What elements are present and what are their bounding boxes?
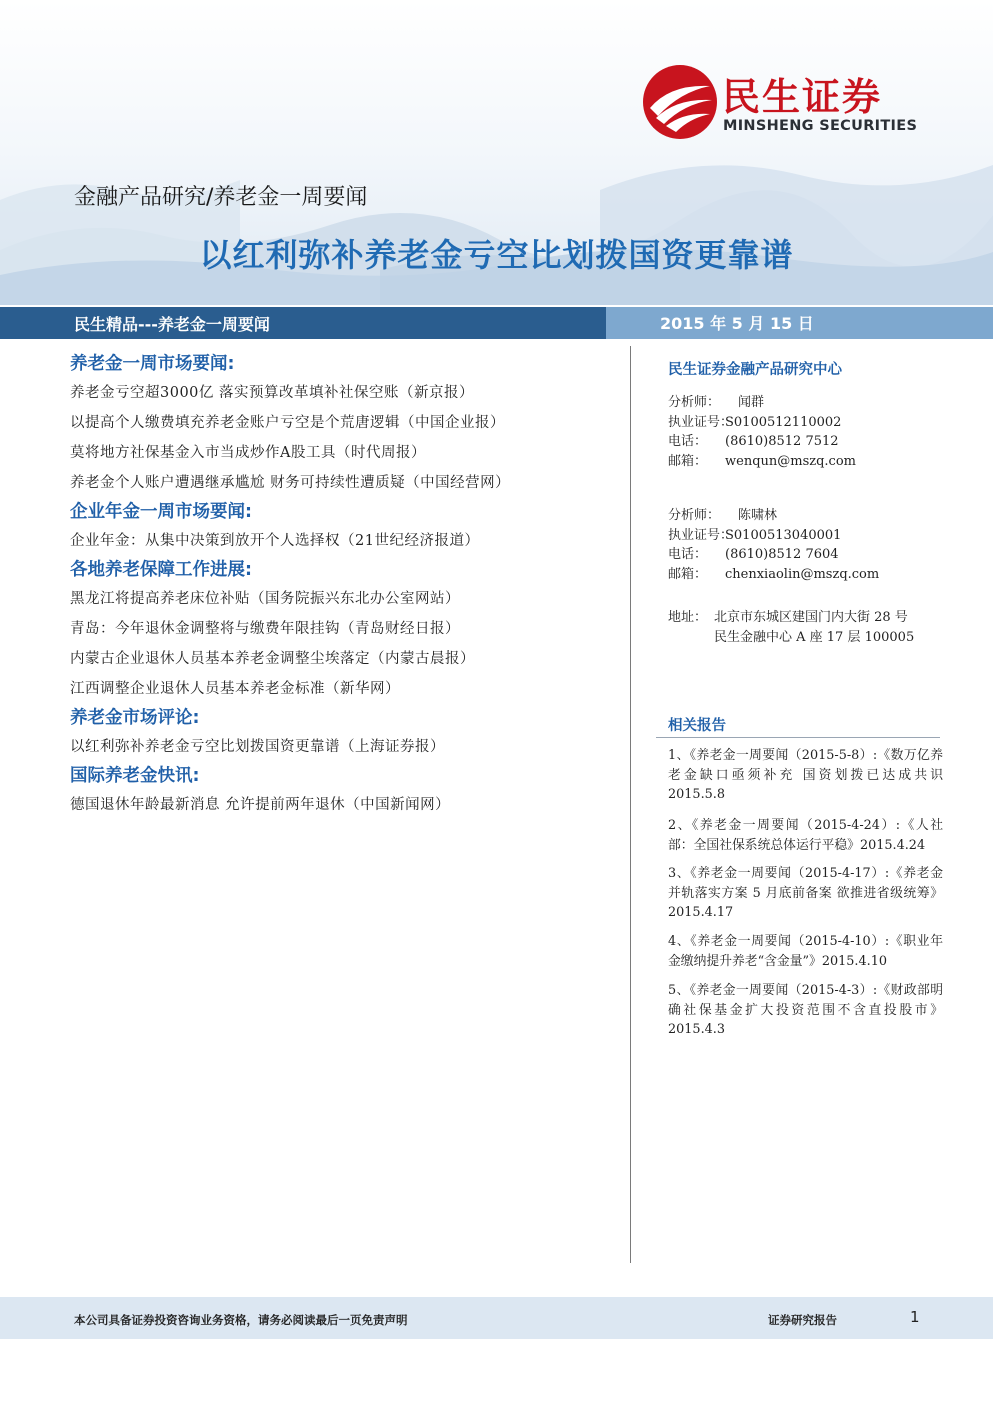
section-heading: 企业年金一周市场要闻: — [70, 502, 252, 522]
column-divider — [630, 346, 631, 1263]
related-reports-rule — [656, 737, 940, 738]
news-section — [70, 350, 610, 498]
news-item: 养老金个人账户遭遇继承尴尬 财务可持续性遭质疑（中国经营网） — [70, 475, 511, 491]
news-section — [70, 556, 610, 704]
page-number: 1 — [910, 1308, 920, 1326]
phone-label: 电话： — [668, 547, 708, 562]
section-heading: 养老金一周市场要闻: — [70, 354, 235, 374]
news-item: 青岛：今年退休金调整将与缴费年限挂钩（青岛财经日报） — [70, 621, 460, 637]
news-section — [70, 498, 610, 556]
footer-disclaimer: 本公司具备证券投资咨询业务资格，请务必阅读最后一页免责声明 — [74, 1313, 408, 1327]
news-item: 以红利弥补养老金亏空比划拨国资更靠谱（上海证券报） — [70, 739, 445, 755]
analyst-phone: (8610)8512 7604 — [725, 547, 839, 562]
analyst-card — [668, 393, 948, 471]
news-item: 企业年金：从集中决策到放开个人选择权（21世纪经济报道） — [70, 533, 480, 549]
related-report-item: 2、《养老金一周要闻（2015-4-24）:《人社部：全国社保系统总体运行平稳》2015.4.24 — [668, 818, 943, 853]
report-date: 2015 年 5 月 15 日 — [660, 314, 814, 333]
address-line2: 民生金融中心 A 座 17 层 100005 — [714, 629, 915, 645]
logo-emblem-icon — [640, 62, 720, 142]
cert-label: 执业证号： — [668, 414, 734, 430]
related-report-item: 1、《养老金一周要闻（2015-5-8）:《数万亿养老金缺口亟须补充 国资划拨已达成共识 2015.5.8 — [668, 748, 943, 802]
section-heading: 养老金市场评论: — [70, 708, 200, 728]
analyst-label: 分析师： — [668, 508, 721, 523]
news-section — [70, 762, 610, 820]
banner-label: 民生精品---养老金一周要闻 — [74, 315, 270, 334]
news-item: 莫将地方社保基金入市当成炒作A股工具（时代周报） — [70, 445, 426, 461]
report-category: 金融产品研究/养老金一周要闻 — [74, 185, 368, 210]
analyst-card — [668, 506, 948, 584]
analyst-label: 分析师： — [668, 395, 721, 410]
analyst-name: 闻群 — [738, 395, 765, 410]
analyst-email: wenqun@mszq.com — [725, 453, 856, 469]
address-block — [668, 608, 948, 647]
news-item: 以提高个人缴费填充养老金账户亏空是个荒唐逻辑（中国企业报） — [70, 415, 505, 431]
related-report-item: 4、《养老金一周要闻（2015-4-10）:《职业年金缴纳提升养老“含金量”》2015.4.10 — [668, 934, 943, 969]
analyst-cert: S0100513040001 — [725, 527, 842, 543]
section-heading: 各地养老保障工作进展: — [70, 560, 252, 580]
logo-text-cn: 民生证券 — [722, 75, 883, 119]
news-item: 江西调整企业退休人员基本养老金标准（新华网） — [70, 681, 400, 697]
news-item: 德国退休年龄最新消息 允许提前两年退休（中国新闻网） — [70, 797, 451, 813]
logo-text-en: MINSHENG SECURITIES — [723, 118, 918, 134]
news-item: 养老金亏空超3000亿 落实预算改革填补社保空账（新京报） — [70, 385, 475, 401]
research-center-name: 民生证券金融产品研究中心 — [668, 362, 842, 378]
email-label: 邮箱： — [668, 453, 708, 469]
phone-label: 电话： — [668, 434, 708, 449]
news-section — [70, 704, 610, 762]
analyst-cert: S0100512110002 — [725, 414, 842, 430]
footer-report-type: 证券研究报告 — [768, 1313, 837, 1327]
news-item: 黑龙江将提高养老床位补贴（国务院振兴东北办公室网站） — [70, 591, 460, 607]
related-report-item: 3、《养老金一周要闻（2015-4-17）:《养老金并轨落实方案 5 月底前备案 欲推进省级统筹》2015.4.17 — [668, 866, 943, 920]
report-title: 以红利弥补养老金亏空比划拨国资更靠谱 — [199, 236, 794, 274]
section-heading: 国际养老金快讯: — [70, 766, 200, 786]
address-label: 地址： — [668, 610, 708, 625]
address-line1: 北京市东城区建国门内大街 28 号 — [714, 610, 908, 625]
related-report-item: 5、《养老金一周要闻（2015-4-3）:《财政部明确社保基金扩大投资范围不含直投股市》2015.4.3 — [668, 983, 943, 1037]
analyst-panel — [668, 358, 948, 647]
news-item: 内蒙古企业退休人员基本养老金调整尘埃落定（内蒙古晨报） — [70, 651, 475, 667]
email-label: 邮箱： — [668, 566, 708, 582]
analyst-name: 陈啸林 — [738, 508, 778, 523]
news-column — [70, 350, 610, 820]
related-reports-heading: 相关报告 — [668, 718, 726, 734]
analyst-phone: (8610)8512 7512 — [725, 434, 839, 449]
cert-label: 执业证号： — [668, 527, 734, 543]
analyst-email: chenxiaolin@mszq.com — [725, 566, 880, 582]
